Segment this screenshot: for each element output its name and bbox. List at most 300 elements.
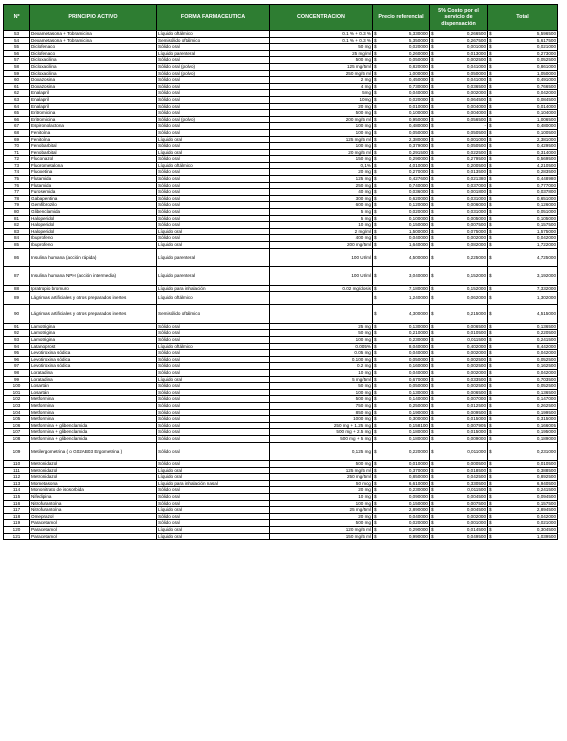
row-total-currency: $ (488, 248, 495, 267)
row-concentration: 20 mg/5 ml (270, 149, 373, 156)
row-total: 0,273000 (495, 50, 558, 57)
row-price-currency: $ (373, 350, 380, 357)
row-dosage-form: Líquido oftálmico (157, 343, 270, 350)
row-total-currency: $ (488, 507, 495, 514)
row-total: 0,388500 (495, 467, 558, 474)
row-total-currency: $ (488, 383, 495, 390)
row-dosage-form: Sólido oral (polvo) (157, 70, 270, 77)
row-total: 0,042000 (495, 90, 558, 97)
row-fee-currency: $ (430, 330, 437, 337)
row-dispensing-fee: 0,002500 (437, 57, 488, 64)
row-total-currency: $ (488, 416, 495, 423)
row-dosage-form: Líquido oftálmico (157, 292, 270, 305)
row-dosage-form: Líquido oral (157, 242, 270, 249)
row-dispensing-fee: 0,021380 (437, 176, 488, 183)
row-fee-currency: $ (430, 396, 437, 403)
row-active-ingredient: Lágrimas artificiales y otros preparados inertes (30, 292, 157, 305)
row-dispensing-fee: 0,013500 (437, 169, 488, 176)
row-price-currency: $ (373, 442, 380, 461)
row-total-currency: $ (488, 467, 495, 474)
row-active-ingredient: Metformina + glibenclamida (30, 422, 157, 429)
row-dosage-form: Líquido oral (157, 467, 270, 474)
row-price-currency: $ (373, 162, 380, 169)
table-row (4, 356, 558, 363)
row-total: 0,777000 (495, 182, 558, 189)
row-total-currency: $ (488, 487, 495, 494)
row-reference-price: 0,140000 (380, 396, 430, 403)
row-total: 0,162500 (495, 363, 558, 370)
row-price-currency: $ (373, 248, 380, 267)
row-price-currency: $ (373, 189, 380, 196)
table-row (4, 507, 558, 514)
row-price-currency: $ (373, 182, 380, 189)
row-total: 0,042000 (495, 370, 558, 377)
row-number: 57 (4, 57, 30, 64)
row-total-currency: $ (488, 70, 495, 77)
row-dispensing-fee: 0,009000 (437, 435, 488, 442)
table-row (4, 169, 558, 176)
row-number: 112 (4, 474, 30, 481)
row-fee-currency: $ (430, 337, 437, 344)
row-fee-currency: $ (430, 435, 437, 442)
row-number: 90 (4, 305, 30, 324)
row-total: 0,283500 (495, 169, 558, 176)
row-active-ingredient: Fluorometalona (30, 162, 157, 169)
row-dispensing-fee: 0,006500 (437, 323, 488, 330)
row-dispensing-fee: 0,010500 (437, 330, 488, 337)
row-reference-price: 0,190000 (380, 409, 430, 416)
row-dosage-form: Líquido oral (157, 228, 270, 235)
row-total: 0,199500 (495, 409, 558, 416)
row-reference-price: 0,010000 (380, 103, 430, 110)
table-row (4, 70, 558, 77)
row-active-ingredient: Diclofenaco (30, 50, 157, 57)
row-dispensing-fee: 0,056500 (437, 116, 488, 123)
row-total: 5,617500 (495, 37, 558, 44)
row-total-currency: $ (488, 461, 495, 468)
row-fee-currency: $ (430, 350, 437, 357)
row-number: 58 (4, 63, 30, 70)
row-concentration: 100 UI/ml (270, 248, 373, 267)
row-number: 98 (4, 370, 30, 377)
row-total: 0,014000 (495, 103, 558, 110)
row-fee-currency: $ (430, 77, 437, 84)
row-concentration: 500 mg (270, 520, 373, 527)
row-fee-currency: $ (430, 442, 437, 461)
row-dosage-form: Sólido oral (157, 202, 270, 209)
row-price-currency: $ (373, 474, 380, 481)
row-dispensing-fee: 0,001000 (437, 136, 488, 143)
row-price-currency: $ (373, 83, 380, 90)
row-total: 2,894500 (495, 507, 558, 514)
row-number: 93 (4, 337, 30, 344)
row-concentration: 10 mg (270, 222, 373, 229)
row-active-ingredient: Gabapentina (30, 195, 157, 202)
row-total: 2,381000 (495, 136, 558, 143)
table-row (4, 222, 558, 229)
col-header-dosage-form: FORMA FARMACEUTICA (157, 5, 270, 31)
row-price-currency: $ (373, 267, 380, 286)
row-concentration: 100 mg (270, 143, 373, 150)
row-number: 74 (4, 169, 30, 176)
row-active-ingredient: Metformina (30, 403, 157, 410)
row-fee-currency: $ (430, 363, 437, 370)
row-price-currency: $ (373, 533, 380, 540)
row-concentration: 10mg (270, 96, 373, 103)
table-row (4, 409, 558, 416)
row-dosage-form: Sólido oral (157, 422, 270, 429)
row-total-currency: $ (488, 136, 495, 143)
row-dosage-form: Sólido oral (157, 110, 270, 117)
table-row (4, 110, 558, 117)
table-row (4, 123, 558, 130)
row-concentration: 0.1 % + 0.3 % (270, 31, 373, 38)
row-dispensing-fee: 0,004000 (437, 110, 488, 117)
row-reference-price: 0,100000 (380, 110, 430, 117)
row-dosage-form: Líquido oftálmico (157, 31, 270, 38)
row-number: 104 (4, 409, 30, 416)
row-dispensing-fee: 0,041000 (437, 77, 488, 84)
row-concentration: 600 mg (270, 202, 373, 209)
row-fee-currency: $ (430, 123, 437, 130)
row-total: 0,241500 (495, 487, 558, 494)
row-dispensing-fee: 0,200500 (437, 162, 488, 169)
row-reference-price: 0,100000 (380, 215, 430, 222)
row-price-currency: $ (373, 31, 380, 38)
row-total-currency: $ (488, 96, 495, 103)
row-total: 0,241500 (495, 337, 558, 344)
row-total: 0,104000 (495, 110, 558, 117)
row-price-currency: $ (373, 195, 380, 202)
row-total-currency: $ (488, 202, 495, 209)
row-reference-price: 0,220000 (380, 442, 430, 461)
row-price-currency: $ (373, 222, 380, 229)
table-row (4, 389, 558, 396)
row-dispensing-fee: 0,013000 (437, 50, 488, 57)
row-dispensing-fee: 0,002000 (437, 513, 488, 520)
table-row (4, 129, 558, 136)
row-dosage-form: Sólido oral (157, 389, 270, 396)
col-header-concentration: CONCENTRACION (270, 5, 373, 31)
row-dosage-form: Sólido oral (157, 500, 270, 507)
row-active-ingredient: Metronidazol (30, 467, 157, 474)
row-reference-price: 0,730000 (380, 83, 430, 90)
table-row (4, 96, 558, 103)
row-dosage-form: Sólido oral (157, 123, 270, 130)
row-concentration: 200 mg/5ml (270, 242, 373, 249)
row-active-ingredient: Fluoxetina (30, 169, 157, 176)
row-dosage-form: Sólido oral (157, 370, 270, 377)
row-fee-currency: $ (430, 162, 437, 169)
table-row (4, 363, 558, 370)
row-price-currency: $ (373, 435, 380, 442)
row-dispensing-fee: 0,225000 (437, 248, 488, 267)
row-total-currency: $ (488, 305, 495, 324)
row-price-currency: $ (373, 409, 380, 416)
row-number: 94 (4, 343, 30, 350)
row-total: 0,861000 (495, 63, 558, 70)
row-active-ingredient: Latanoprost (30, 343, 157, 350)
row-total-currency: $ (488, 520, 495, 527)
row-number: 95 (4, 350, 30, 357)
row-number: 121 (4, 533, 30, 540)
row-fee-currency: $ (430, 202, 437, 209)
row-total: 0,136500 (495, 323, 558, 330)
row-total-currency: $ (488, 513, 495, 520)
row-price-currency: $ (373, 123, 380, 130)
table-row (4, 396, 558, 403)
table-row (4, 533, 558, 540)
row-number: 67 (4, 123, 30, 130)
row-number: 88 (4, 285, 30, 292)
row-concentration (270, 292, 373, 305)
row-price-currency: $ (373, 285, 380, 292)
row-reference-price: 0,050000 (380, 356, 430, 363)
row-number: 66 (4, 116, 30, 123)
row-price-currency: $ (373, 63, 380, 70)
row-dosage-form: Sólido oral (157, 143, 270, 150)
row-number: 61 (4, 83, 30, 90)
row-price-currency: $ (373, 323, 380, 330)
row-active-ingredient: Fenobarbital (30, 149, 157, 156)
table-row (4, 176, 558, 183)
row-fee-currency: $ (430, 235, 437, 242)
table-row (4, 429, 558, 436)
row-reference-price: 5,350000 (380, 37, 430, 44)
row-total: 0,429500 (495, 143, 558, 150)
row-price-currency: $ (373, 228, 380, 235)
row-price-currency: $ (373, 96, 380, 103)
row-active-ingredient: Metformina (30, 416, 157, 423)
row-price-currency: $ (373, 337, 380, 344)
row-concentration: 125 mg/5 ml (270, 467, 373, 474)
row-dosage-form: Sólido oral (157, 90, 270, 97)
row-fee-currency: $ (430, 103, 437, 110)
header-row (4, 5, 558, 31)
row-concentration: 0.2 mg (270, 363, 373, 370)
row-dosage-form: Sólido oral (157, 350, 270, 357)
row-dosage-form: Sólido oral (157, 461, 270, 468)
row-reference-price: 0,120000 (380, 202, 430, 209)
table-row (4, 376, 558, 383)
row-number: 117 (4, 507, 30, 514)
row-concentration: 0,125 mg (270, 442, 373, 461)
row-reference-price: 7,180000 (380, 285, 430, 292)
row-concentration: 150 mg/5 ml (270, 533, 373, 540)
row-dosage-form: Sólido oral (157, 44, 270, 51)
row-fee-currency: $ (430, 416, 437, 423)
row-fee-currency: $ (430, 189, 437, 196)
row-total: 0,304500 (495, 527, 558, 534)
row-dispensing-fee: 0,037000 (437, 182, 488, 189)
row-total-currency: $ (488, 195, 495, 202)
row-number: 64 (4, 103, 30, 110)
row-total-currency: $ (488, 396, 495, 403)
row-reference-price: 0,180000 (380, 429, 430, 436)
row-price-currency: $ (373, 480, 380, 487)
row-total-currency: $ (488, 403, 495, 410)
row-total: 0,480000 (495, 123, 558, 130)
row-total: 0,220500 (495, 330, 558, 337)
row-reference-price: 0,040000 (380, 350, 430, 357)
row-dosage-form: Sólido oral (157, 209, 270, 216)
row-total-currency: $ (488, 235, 495, 242)
row-number: 91 (4, 323, 30, 330)
col-header-total: Total (488, 5, 558, 31)
row-concentration: 25 mg/5ml (270, 507, 373, 514)
row-price-currency: $ (373, 513, 380, 520)
row-fee-currency: $ (430, 242, 437, 249)
row-price-currency: $ (373, 343, 380, 350)
table-row (4, 50, 558, 57)
row-price-currency: $ (373, 494, 380, 501)
row-concentration: 10 mg (270, 494, 373, 501)
row-price-currency: $ (373, 370, 380, 377)
col-header-reference-price: Precio referencial (373, 5, 430, 31)
row-number: 92 (4, 330, 30, 337)
row-dosage-form: Sólido oral (157, 176, 270, 183)
table-row (4, 500, 558, 507)
row-active-ingredient: Lamotrigina (30, 330, 157, 337)
row-reference-price: 0,370000 (380, 467, 430, 474)
table-row (4, 403, 558, 410)
row-price-currency: $ (373, 235, 380, 242)
row-concentration: 20 mg (270, 103, 373, 110)
row-number: 62 (4, 90, 30, 97)
row-concentration: 4 mg (270, 83, 373, 90)
row-price-currency: $ (373, 330, 380, 337)
row-total-currency: $ (488, 435, 495, 442)
row-dispensing-fee: 0,011000 (437, 442, 488, 461)
table-row (4, 467, 558, 474)
row-fee-currency: $ (430, 383, 437, 390)
row-active-ingredient: Flutamida (30, 176, 157, 183)
row-dispensing-fee: 0,000500 (437, 461, 488, 468)
table-row (4, 156, 558, 163)
row-active-ingredient: Espironolactona (30, 123, 157, 130)
row-reference-price: 0,850000 (380, 474, 430, 481)
row-reference-price: 1,000000 (380, 70, 430, 77)
row-concentration: 50 mg (270, 44, 373, 51)
table-row (4, 285, 558, 292)
row-concentration: 2 mg/ml (270, 228, 373, 235)
row-price-currency: $ (373, 90, 380, 97)
row-dispensing-fee: 0,215000 (437, 305, 488, 324)
row-dosage-form: Sólido oral (157, 337, 270, 344)
row-active-ingredient: Omeprazol (30, 513, 157, 520)
row-reference-price: 5,330000 (380, 31, 430, 38)
row-total-currency: $ (488, 209, 495, 216)
row-active-ingredient: Fluconazol (30, 156, 157, 163)
table-row (4, 63, 558, 70)
row-active-ingredient: Metformina + glibenclamida (30, 435, 157, 442)
row-dispensing-fee: 0,041000 (437, 63, 488, 70)
row-reference-price: 0,020000 (380, 44, 430, 51)
row-active-ingredient: Enalapril (30, 103, 157, 110)
row-reference-price: 0,950000 (380, 116, 430, 123)
row-fee-currency: $ (430, 248, 437, 267)
row-active-ingredient: Lamotrigina (30, 337, 157, 344)
table-row (4, 513, 558, 520)
row-number: 56 (4, 50, 30, 57)
row-total: 0,766500 (495, 83, 558, 90)
row-dosage-form: Sólido oral (157, 129, 270, 136)
row-number: 76 (4, 182, 30, 189)
row-active-ingredient: Levotiroxina sódica (30, 350, 157, 357)
row-fee-currency: $ (430, 527, 437, 534)
row-concentration: 10 mg (270, 370, 373, 377)
row-total-currency: $ (488, 267, 495, 286)
row-number: 120 (4, 527, 30, 534)
row-dosage-form: Líquido parenteral (157, 267, 270, 286)
row-dosage-form: Sólido oral (157, 513, 270, 520)
row-dosage-form: Sólido oral (157, 435, 270, 442)
row-dosage-form: Líquido oral (157, 136, 270, 143)
row-dispensing-fee: 0,152000 (437, 285, 488, 292)
row-active-ingredient: Doxazosina (30, 83, 157, 90)
table-row (4, 292, 558, 305)
row-fee-currency: $ (430, 267, 437, 286)
row-reference-price: 0,300000 (380, 416, 430, 423)
row-reference-price: 0,158100 (380, 422, 430, 429)
row-total-currency: $ (488, 143, 495, 150)
row-dosage-form: Sólido oral (157, 403, 270, 410)
row-number: 114 (4, 487, 30, 494)
row-number: 108 (4, 435, 30, 442)
row-reference-price: 1,640000 (380, 242, 430, 249)
row-total: 4,210500 (495, 162, 558, 169)
row-fee-currency: $ (430, 292, 437, 305)
row-fee-currency: $ (430, 63, 437, 70)
row-total: 0,136500 (495, 389, 558, 396)
row-dosage-form: Sólido oral (157, 215, 270, 222)
row-total-currency: $ (488, 44, 495, 51)
row-fee-currency: $ (430, 176, 437, 183)
row-reference-price: 0,020000 (380, 96, 430, 103)
table-row (4, 235, 558, 242)
row-dosage-form: Sólido oral (157, 169, 270, 176)
row-total-currency: $ (488, 176, 495, 183)
row-reference-price: 0,450000 (380, 77, 430, 84)
row-price-currency: $ (373, 487, 380, 494)
row-active-ingredient: Mometasona (30, 480, 157, 487)
row-total: 0,052500 (495, 383, 558, 390)
row-fee-currency: $ (430, 83, 437, 90)
row-dispensing-fee: 0,002000 (437, 90, 488, 97)
row-number: 100 (4, 383, 30, 390)
row-number: 78 (4, 195, 30, 202)
row-dispensing-fee: 0,011500 (437, 337, 488, 344)
row-price-currency: $ (373, 356, 380, 363)
row-concentration: 0.005% (270, 343, 373, 350)
table-row (4, 242, 558, 249)
row-number: 80 (4, 209, 30, 216)
row-fee-currency: $ (430, 195, 437, 202)
row-active-ingredient: Metformina + glibenclamida (30, 429, 157, 436)
row-reference-price: 6,610000 (380, 480, 430, 487)
table-row (4, 383, 558, 390)
row-reference-price: 0,230000 (380, 487, 430, 494)
row-dosage-form: Líquido para inhalación (157, 285, 270, 292)
row-dispensing-fee: 0,064500 (437, 96, 488, 103)
row-dispensing-fee: 0,002500 (437, 363, 488, 370)
table-row (4, 487, 558, 494)
row-fee-currency: $ (430, 376, 437, 383)
row-fee-currency: $ (430, 222, 437, 229)
row-concentration: 150 mg (270, 156, 373, 163)
row-active-ingredient: Doxazosina (30, 77, 157, 84)
row-reference-price: 4,300000 (380, 305, 430, 324)
